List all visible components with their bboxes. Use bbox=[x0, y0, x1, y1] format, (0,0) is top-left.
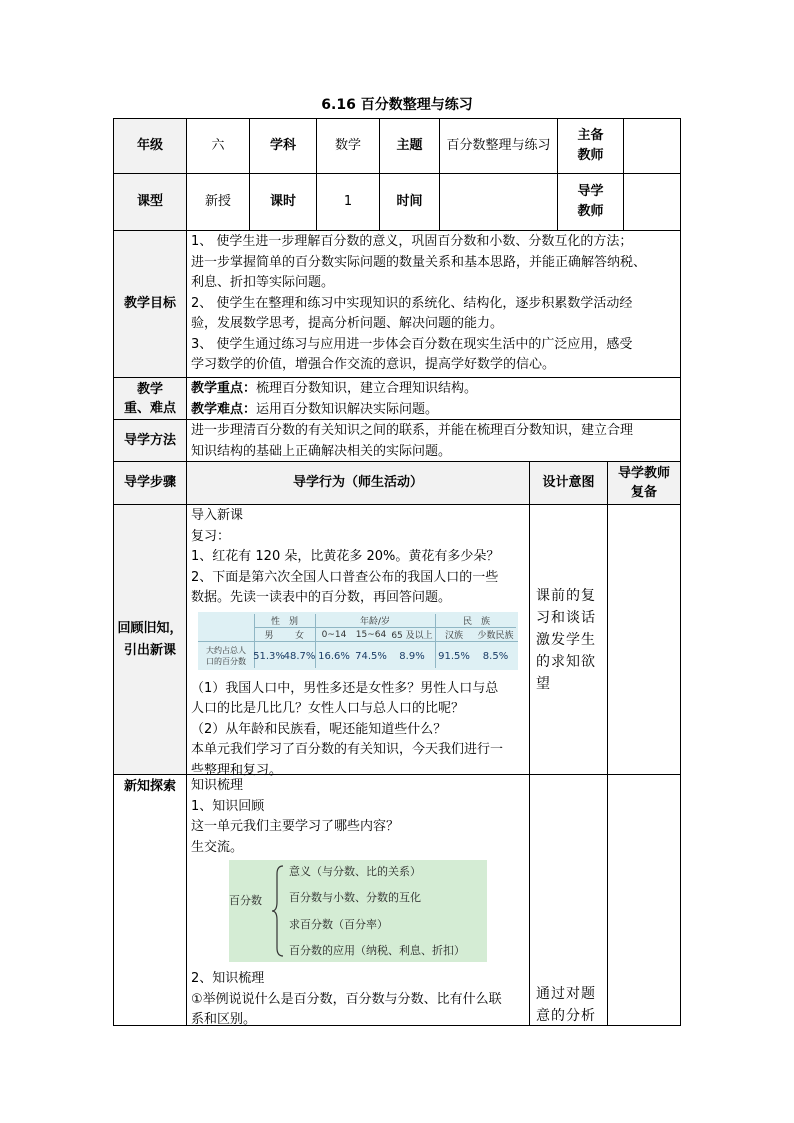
col-header: 65 及以上 bbox=[391, 631, 433, 641]
key-points-label: 教学 重、难点 bbox=[113, 377, 187, 420]
topic-value: 百分数整理与练习 bbox=[439, 118, 558, 174]
diagram-item: 百分数的应用（纳税、利息、折扣） bbox=[289, 944, 465, 957]
lead-teacher-value bbox=[623, 118, 681, 174]
diagram-root: 百分数 bbox=[229, 894, 262, 907]
type-label: 课型 bbox=[113, 173, 187, 231]
goals-line: 验，发展数学思考，提高分析问题、解决问题的能力。 bbox=[191, 316, 504, 331]
explore-prep bbox=[607, 774, 681, 1026]
review-text: 导入新课 复习： 1、红花有 120 朵，比黄花多 20%。黄花有多少朵？ 2、下面是第六次全国人口普查公布的我国人口的一些 数据。先读一读表中的百分数，再回答问题。 （1）我国人口中，男性多还是女性多？男性人口与总 人口的比是几比几？女性人口与总人口的比呢？ （2）从年龄和民族看，呢还能知道些什么？ 本单元我们学习了百分数的有关知识，今天我们进行一 些整理和复习。 bbox=[186, 504, 530, 775]
guide-teacher-value bbox=[623, 173, 681, 231]
group-age: 年龄/岁 bbox=[359, 617, 391, 627]
explore-intent: 通过对题 意的分析 bbox=[529, 774, 608, 1026]
type-value: 新授 bbox=[186, 173, 250, 231]
group-ethnic: 民 族 bbox=[462, 617, 490, 627]
review-prep bbox=[607, 504, 681, 775]
concept-diagram bbox=[229, 860, 487, 962]
grade-label: 年级 bbox=[113, 118, 187, 174]
value-cell: 51.3% bbox=[253, 650, 285, 662]
value-cell: 8.5% bbox=[482, 650, 509, 662]
key-points-text bbox=[186, 377, 681, 420]
goals-line: 1、 使学生进一步理解百分数的意义，巩固百分数和小数、分数互化的方法； bbox=[191, 234, 633, 249]
goals-line: 学习数学的价值，增强合作交流的意识，提高学好数学的信心。 bbox=[191, 357, 556, 372]
key-point-label: 教学重点： bbox=[191, 381, 257, 396]
lead-teacher-label: 主备教师 bbox=[557, 118, 624, 174]
guide-teacher-label: 导学教师 bbox=[557, 173, 624, 231]
intent-header: 设计意图 bbox=[529, 461, 608, 505]
period-value: 1 bbox=[316, 173, 380, 231]
col-header: 汉族 bbox=[444, 631, 463, 641]
subject-value: 数学 bbox=[316, 118, 380, 174]
topic-label: 主题 bbox=[379, 118, 440, 174]
value-cell: 16.6% bbox=[318, 650, 350, 662]
goals-label: 教学目标 bbox=[113, 230, 187, 378]
prep-header: 导学教师 复备 bbox=[607, 461, 681, 505]
brace-icon bbox=[271, 864, 285, 958]
goals-line: 利息、折扣等实际问题。 bbox=[191, 275, 335, 290]
subject-label: 学科 bbox=[249, 118, 317, 174]
method-label: 导学方法 bbox=[113, 419, 187, 462]
value-cell: 48.7% bbox=[283, 650, 316, 662]
period-label: 课时 bbox=[249, 173, 317, 231]
goals-line: 进一步掌握简单的百分数实际问题的数量关系和基本思路，并能正确解答纳税、 bbox=[191, 254, 647, 270]
col-header: 男 bbox=[264, 631, 274, 641]
activities-header: 导学行为（师生活动） bbox=[186, 461, 530, 505]
row-label: 大约占总人 口的百分数 bbox=[206, 646, 246, 666]
goals-line: 2、 使学生在整理和练习中实现知识的系统化、结构化，逐步积累数学活动经 bbox=[191, 295, 633, 311]
review-label: 回顾旧知， 引出新课 bbox=[113, 504, 187, 775]
grade-value: 六 bbox=[186, 118, 250, 174]
method-text: 进一步理清百分数的有关知识之间的联系，并能在梳理百分数知识，建立合理 知识结构的基础上正确解决相关的实际问题。 bbox=[186, 419, 681, 462]
goals-text bbox=[186, 230, 681, 378]
document-title: 6.16 百分数整理与练习 bbox=[321, 97, 473, 113]
explore-text: 知识梳理 1、知识回顾 这一单元我们主要学习了哪些内容？ 生交流。 2、知识梳理 ①举例说说什么是百分数，百分数与分数、比有什么联 系和区别。 bbox=[186, 774, 530, 1026]
value-cell: 8.9% bbox=[399, 650, 425, 662]
steps-header: 导学步骤 bbox=[113, 461, 187, 505]
col-header: 0~14 bbox=[321, 629, 347, 640]
difficult-point-text: 运用百分数知识解决实际问题。 bbox=[256, 401, 439, 417]
col-header: 女 bbox=[294, 631, 304, 641]
explore-label: 新知探索 bbox=[113, 774, 187, 1026]
key-point-text: 梳理百分数知识，建立合理知识结构。 bbox=[256, 381, 478, 396]
diagram-item: 意义（与分数、比的关系） bbox=[289, 865, 421, 878]
col-header: 少数民族 bbox=[477, 631, 514, 641]
group-gender: 性 别 bbox=[270, 617, 298, 627]
goals-line: 3、 使学生通过练习与应用进一步体会百分数在现实生活中的广泛应用，感受 bbox=[191, 336, 633, 352]
time-label: 时间 bbox=[379, 173, 440, 231]
value-cell: 91.5% bbox=[438, 650, 470, 662]
population-table bbox=[198, 612, 518, 670]
diagram-item: 百分数与小数、分数的互化 bbox=[289, 891, 421, 904]
difficult-point-label: 教学难点： bbox=[191, 401, 257, 417]
value-cell: 74.5% bbox=[355, 650, 387, 662]
diagram-item: 求百分数（百分率） bbox=[289, 918, 388, 931]
time-value bbox=[439, 173, 558, 231]
review-intent: 课前的复习和谈话激发学生的求知欲望 bbox=[529, 504, 608, 775]
col-header: 15~64 bbox=[355, 629, 387, 640]
